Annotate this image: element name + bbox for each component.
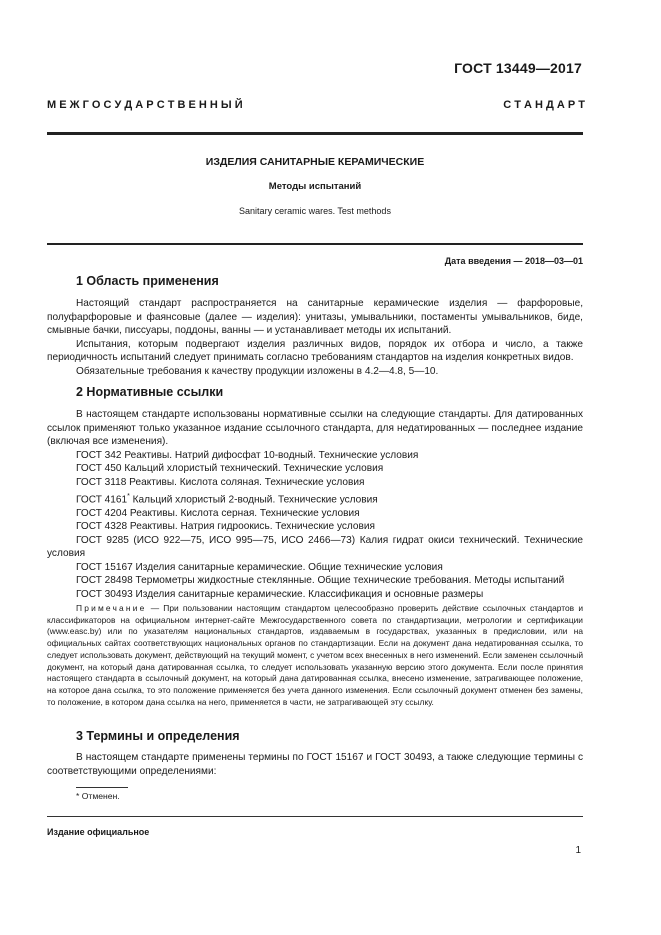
gost-code: ГОСТ 13449—2017 [454, 60, 582, 76]
reference-item [47, 490, 583, 507]
note-label: Примечание [76, 603, 147, 613]
footnote: * Отменен. [76, 791, 120, 801]
section-2-intro: В настоящем стандарте использованы нормативные ссылки на следующие стандарты. Для датированных ссылок применяют только указанное издание ссылочного стандарта, для недатированных — последнее издание (включая все изменения). [47, 409, 583, 448]
reference-item: ГОСТ 30493 Изделия санитарные керамические. Классификация и основные размеры [76, 589, 484, 601]
reference-item: ГОСТ 342 Реактивы. Натрий дифосфат 10-водный. Технические условия [76, 449, 419, 461]
document-subtitle: Методы испытаний [268, 181, 362, 192]
document-title: ИЗДЕЛИЯ САНИТАРНЫЕ КЕРАМИЧЕСКИЕ [205, 156, 425, 168]
note-block [47, 603, 583, 708]
section-2-heading: 2 Нормативные ссылки [76, 385, 224, 399]
reference-item: ГОСТ 4204 Реактивы. Кислота серная. Технические условия [76, 507, 360, 519]
reference-item: ГОСТ 3118 Реактивы. Кислота соляная. Технические условия [76, 476, 365, 488]
header-divider [47, 132, 583, 135]
note-text: — При пользовании настоящим стандартом целесообразно проверить действие ссылочных стандартов и классификаторов на официальном интернет-сайте Межгосударственного совета по стандартизации, метрологии и сертификации (www.easc.by) или по указателям национальных стандартов, издаваемым в государствах, указанных в предисловии, или на официальных сайтах соответствующих национальных органов по стандартизации. Если на документ дана недатированная ссылка, то следует использовать документ, действующий на текущий момент, с учетом всех внесенных в него изменений. Если заменен ссылочный документ, на который дана датированная ссылка, то следует использовать указанную версию этого документа. Если после принятия настоящего стандарта в ссылочный документ, на который дана датированная ссылка, внесено изменение, затрагивающее положение, на которое дана ссылка, то это положение применяется без учета данного изменения. Если ссылочный документ отменен без замены, то положение, в котором дана ссылка на него, применяется в части, не затрагивающей эту ссылку. [47, 603, 583, 707]
footer-divider [47, 816, 583, 817]
reference-item: ГОСТ 9285 (ИСО 922—75, ИСО 995—75, ИСО 2466—73) Калия гидрат окиси технический. Технические условия [47, 534, 583, 560]
reference-item: ГОСТ 450 Кальций хлористый технический. Технические условия [76, 463, 384, 475]
reference-list [47, 449, 583, 602]
section-1-paragraph: Обязательные требования к качеству продукции изложены в 4.2—4.8, 5—10. [76, 365, 439, 377]
english-title: Sanitary ceramic wares. Test methods [239, 206, 391, 216]
reference-item: ГОСТ 28498 Термометры жидкостные стеклянные. Общие технические требования. Методы испытаний [76, 575, 565, 587]
standard-type-word-1: М Е Ж Г О С У Д А Р С Т В Е Н Н Ы Й [47, 99, 243, 111]
standard-type-word-2: С Т А Н Д А Р Т [503, 99, 585, 111]
section-3-body [47, 751, 583, 778]
footnote-divider [76, 787, 128, 788]
section-1-paragraph: Настоящий стандарт распространяется на санитарные керамические изделия — фарфоровые, полуфарфоровые и фаянсовые (далее — изделия): унитазы, умывальники, постаменты умывальников, биде, смывные бачки, писсуары, поддоны, ванны — и устанавливает методы их испытаний. [47, 298, 583, 337]
section-1-paragraph: Испытания, которым подвергают изделия различных видов, порядок их отбора и число, а также периодичность испытаний следует принимать согласно требованиям стандартов на изделия конкретных видов. [47, 338, 583, 364]
title-divider [47, 243, 583, 245]
section-1-heading: 1 Область применения [76, 274, 219, 288]
reference-item: ГОСТ 4328 Реактивы. Натрия гидроокись. Технические условия [76, 521, 376, 533]
section-2-body [47, 408, 583, 602]
edition-label: Издание официальное [47, 827, 150, 837]
reference-code: ГОСТ 4161 [76, 493, 128, 505]
section-1-body [47, 297, 583, 379]
section-3-heading: 3 Термины и определения [76, 729, 240, 743]
section-3-paragraph: В настоящем стандарте применены термины по ГОСТ 15167 и ГОСТ 30493, а также следующие термины с соответствующими определениями: [47, 752, 583, 777]
reference-item: ГОСТ 15167 Изделия санитарные керамические. Общие технические условия [76, 561, 443, 573]
standard-type-banner [47, 99, 585, 111]
introduction-date: Дата введения — 2018—03—01 [444, 256, 583, 266]
reference-title: Кальций хлористый 2-водный. Технические условия [129, 493, 378, 505]
page-number: 1 [575, 845, 581, 856]
footnote-marker: * [127, 492, 130, 500]
